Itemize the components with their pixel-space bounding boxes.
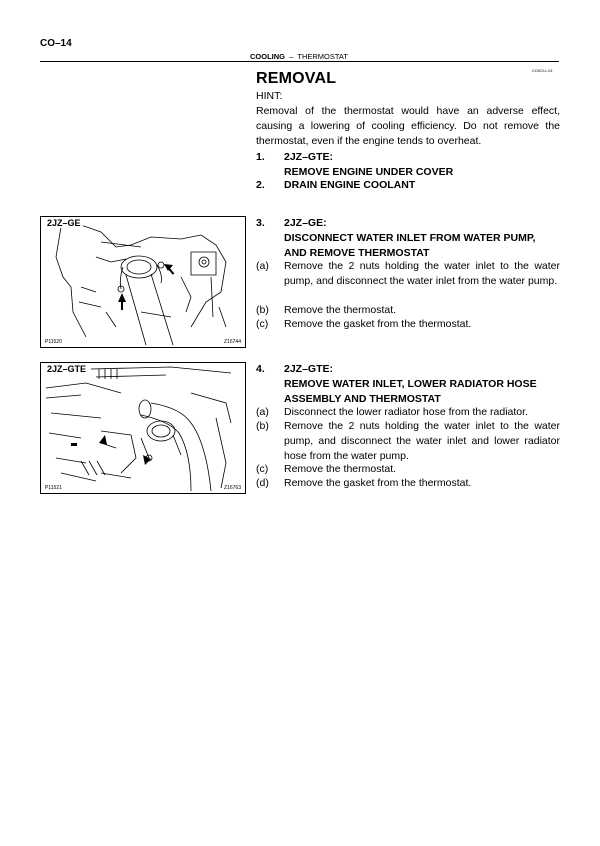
step-3-line2: DISCONNECT WATER INLET FROM WATER PUMP, <box>284 232 536 244</box>
document-id: CO0CU–01 <box>532 68 553 73</box>
step-4c-text: Remove the thermostat. <box>284 463 397 475</box>
step-4d-text: Remove the gasket from the thermostat. <box>284 477 472 489</box>
step-3c-text: Remove the gasket from the thermostat. <box>284 318 472 330</box>
engine-illustration-2jz-ge <box>41 217 245 347</box>
subsection-name: THERMOSTAT <box>297 52 348 61</box>
step-4b-text: Remove the 2 nuts holding the water inlet to the water pump, and disconnect the water inlet and lower radiator hose from the water pump. <box>284 420 560 462</box>
step-4-line3: ASSEMBLY AND THERMOSTAT <box>284 393 441 405</box>
figure-code-left: P11521 <box>45 485 62 491</box>
step-4-title <box>284 362 537 407</box>
step-3b-text: Remove the thermostat. <box>284 304 397 316</box>
header-rule <box>40 61 559 62</box>
step-4a-label: (a) <box>256 406 269 418</box>
hint-label: HINT: <box>256 90 283 102</box>
section-separator: – <box>289 52 294 61</box>
step-4a-text: Disconnect the lower radiator hose from the radiator. <box>284 406 528 418</box>
figure-code-left: P11520 <box>45 339 62 345</box>
step-4c-label: (c) <box>256 463 269 475</box>
step-4-number: 4. <box>256 363 265 375</box>
step-4d-label: (d) <box>256 477 269 489</box>
section-header <box>250 52 348 61</box>
removal-title: REMOVAL <box>256 70 337 87</box>
step-4-line1: 2JZ–GTE: <box>284 363 334 375</box>
step-3a-text: Remove the 2 nuts holding the water inlet to the water pump, and disconnect the water inlet from the water pump. <box>284 260 560 287</box>
step-1-line2: REMOVE ENGINE UNDER COVER <box>284 166 454 178</box>
step-3-line3: AND REMOVE THERMOSTAT <box>284 247 430 259</box>
step-3-line1: 2JZ–GE: <box>284 217 327 229</box>
step-1-title <box>284 150 453 180</box>
step-1-line1: 2JZ–GTE: <box>284 151 334 163</box>
figure-2jz-gte <box>40 362 246 494</box>
step-3b-label: (b) <box>256 304 269 316</box>
step-4-line2: REMOVE WATER INLET, LOWER RADIATOR HOSE <box>284 378 537 390</box>
hint-text: Removal of the thermostat would have an adverse effect, causing a lowering of cooling efficiency. Do not remove the thermostat, even if the engine tends to overheat. <box>256 105 560 147</box>
figure-label: 2JZ–GE <box>47 218 81 228</box>
figure-label: 2JZ–GTE <box>47 364 87 374</box>
figure-code-right: Z16763 <box>224 485 241 491</box>
step-3c-label: (c) <box>256 318 269 330</box>
figure-2jz-ge <box>40 216 246 348</box>
step-1-number: 1. <box>256 151 265 163</box>
step-3-title <box>284 216 535 261</box>
step-4b-label: (b) <box>256 420 269 432</box>
step-3-number: 3. <box>256 217 265 229</box>
figure-code-right: Z16744 <box>224 339 241 345</box>
section-name: COOLING <box>250 52 285 61</box>
page-code: CO–14 <box>40 38 72 49</box>
step-2-number: 2. <box>256 179 265 191</box>
step-3a-label: (a) <box>256 260 269 272</box>
step-2-title: DRAIN ENGINE COOLANT <box>284 179 416 191</box>
engine-illustration-2jz-gte <box>41 363 245 493</box>
